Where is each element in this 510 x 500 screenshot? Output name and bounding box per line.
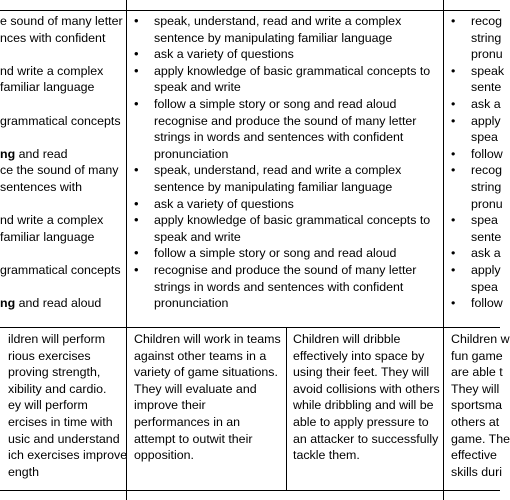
objective-item: • apply knowledge of basic grammatical concepts to speak and write	[134, 63, 438, 96]
plain-text: string	[471, 179, 502, 194]
column-divider-1	[126, 0, 127, 500]
bold-text: ng	[0, 146, 16, 161]
bottom-col4-text-line: sportsma	[451, 398, 502, 413]
plain-text: ask a	[471, 246, 501, 261]
objective-item: • follow a simple story or song and read aloud	[134, 245, 438, 262]
bold-text: ng	[0, 296, 16, 311]
top-right-text-line	[451, 212, 500, 229]
bullet-icon: •	[451, 113, 456, 128]
top-right-text-line	[451, 262, 500, 279]
top-right-text-line	[451, 179, 500, 196]
top-left-text-line	[0, 146, 124, 163]
bottom-col4-text-line: effective	[451, 448, 497, 463]
bottom-col1-text-line: ength	[8, 464, 40, 479]
plain-text: apply	[471, 113, 501, 128]
bottom-col4-text-line: fun game	[451, 348, 503, 363]
top-right-text-line	[451, 129, 500, 146]
objective-item: • follow a simple story or song and read aloud recognise and produce the sound of many letter strings in words and sentences with confident pronunciation	[134, 96, 438, 162]
plain-text: spea	[471, 279, 498, 294]
top-right-text-line	[451, 63, 505, 80]
bottom-col1-text-line: ey will perform	[8, 398, 88, 413]
top-right-text-line	[451, 279, 500, 296]
objectives-list	[134, 13, 438, 312]
bottom-col4-text-line: They will	[451, 381, 500, 396]
top-left-text-line	[0, 96, 124, 113]
bullet-icon: •	[451, 262, 456, 277]
plain-text: pronu	[471, 47, 503, 62]
top-left-text-line	[0, 295, 124, 312]
bottom-col1-text-line: ich exercises improve	[8, 448, 128, 463]
plain-text: follow	[471, 296, 503, 311]
bottom-col1-text-line: ildren will perform	[8, 332, 106, 346]
bullet-icon: •	[451, 63, 456, 78]
top-middle-cell	[134, 13, 438, 325]
bottom-col1-text-line: proving strength,	[8, 365, 101, 380]
bottom-col4-text-line: others at	[451, 414, 500, 429]
bottom-col1-cell	[0, 331, 128, 489]
plain-text: sente	[471, 229, 502, 244]
bottom-col4-text-line: Children w	[451, 332, 510, 346]
top-right-text-line	[451, 96, 500, 113]
plain-text: spea	[471, 130, 498, 145]
bottom-col1-text-line: rious exercises	[8, 348, 91, 363]
objective-item: • speak, understand, read and write a complex sentence by manipulating familiar language	[134, 13, 438, 46]
top-right-text-line	[451, 245, 500, 262]
top-right-text-line	[451, 229, 500, 246]
bullet-icon: •	[451, 163, 456, 178]
top-left-text-line: grammatical concepts	[0, 262, 121, 277]
top-right-text-line	[451, 113, 500, 130]
top-right-text-line	[451, 13, 500, 30]
top-left-text-line	[0, 196, 124, 213]
top-left-text-line: grammatical concepts	[0, 113, 121, 128]
top-right-text-line	[451, 146, 503, 163]
bottom-col1-text-line: ercises in time with	[8, 414, 113, 429]
plain-text: recog	[471, 14, 502, 28]
top-left-text-line: nces with confident	[0, 30, 106, 45]
bottom-col1-text-line: xibility and cardio.	[8, 381, 107, 396]
top-left-text-line: nd write a complex	[0, 213, 104, 228]
top-right-text-line	[451, 295, 503, 312]
top-right-text-line	[451, 196, 503, 213]
objective-item: • recognise and produce the sound of many letter strings in words and sentences with confident pronunciation	[134, 262, 438, 312]
plain-text: follow	[471, 146, 503, 161]
bullet-icon: •	[451, 96, 456, 111]
column-divider-2	[443, 0, 444, 500]
top-left-text-line: nd write a complex	[0, 63, 104, 78]
table-top-border	[0, 10, 500, 11]
plain-text: and read aloud	[15, 296, 102, 311]
plain-text: ask a	[471, 96, 501, 111]
plain-text: apply	[471, 262, 501, 277]
top-left-text-line: e sound of many letter	[0, 14, 123, 28]
bullet-icon: •	[451, 246, 456, 261]
plain-text: recog	[471, 163, 502, 178]
top-right-text-line	[451, 46, 503, 63]
bottom-col1-text-line: usic and understand	[8, 431, 120, 446]
dribbling-paragraph: Children will dribble effectively into space by using their feet. They will avoid collisions with others while dribbling and will be able to apply pressure to an attacker to successfully tackle them.	[293, 332, 440, 463]
top-right-text-line	[451, 30, 500, 47]
top-left-text-line	[0, 279, 124, 296]
top-left-text-line: familiar language	[0, 80, 95, 95]
top-left-text-line: ce the sound of many	[0, 163, 119, 178]
top-right-text-line	[451, 162, 500, 179]
top-left-cell	[0, 13, 124, 325]
bottom-col2-cell	[134, 331, 282, 489]
bottom-col4-text-line: are able t	[451, 365, 503, 380]
bullet-icon: •	[451, 14, 456, 28]
plain-text: spea	[471, 213, 498, 228]
objective-item: • apply knowledge of basic grammatical concepts to speak and write	[134, 212, 438, 245]
table-bottom-border	[0, 490, 500, 491]
bullet-icon: •	[451, 296, 456, 311]
plain-text: string	[471, 30, 502, 45]
plain-text: and read	[15, 146, 68, 161]
objective-item: • speak, understand, read and write a complex sentence by manipulating familiar language	[134, 162, 438, 195]
top-left-text-line	[0, 245, 124, 262]
objective-item: • ask a variety of questions	[134, 196, 438, 213]
plain-text: pronu	[471, 196, 503, 211]
bottom-col4-cell	[451, 331, 510, 489]
top-left-text-line: sentences with	[0, 179, 82, 194]
top-left-text-line: familiar language	[0, 229, 95, 244]
objective-item: • ask a variety of questions	[134, 46, 438, 63]
table-row-divider	[0, 327, 500, 328]
bullet-icon: •	[451, 213, 456, 228]
top-right-text-line	[451, 79, 500, 96]
column-divider-3	[286, 328, 287, 490]
bottom-col3-cell	[293, 331, 441, 489]
bottom-col4-text-line: game. The	[451, 431, 510, 446]
bottom-col4-text-line: skills duri	[451, 464, 502, 479]
team-games-paragraph: Children will work in teams against other teams in a variety of game situations. They will evaluate and improve their performances in an attempt to outwit their opposition.	[134, 332, 281, 463]
top-left-text-line	[0, 129, 124, 146]
plain-text: speak	[471, 63, 505, 78]
top-left-text-line	[0, 46, 124, 63]
top-right-cell	[451, 13, 505, 325]
bullet-icon: •	[451, 146, 456, 161]
plain-text: sente	[471, 80, 502, 95]
